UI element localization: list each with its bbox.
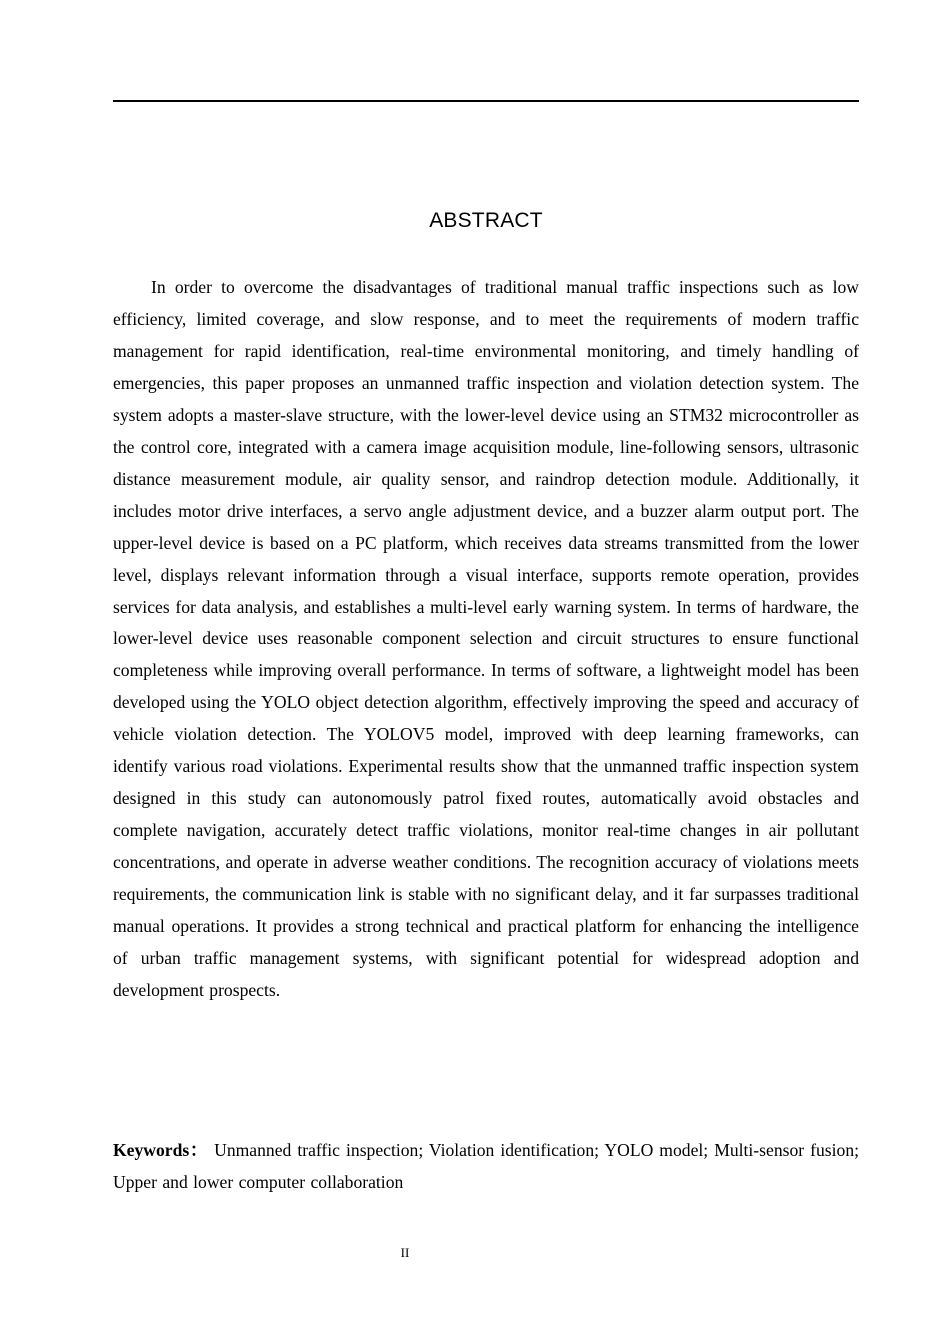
keywords-label: Keywords： xyxy=(113,1140,209,1160)
page-number: II xyxy=(400,1245,410,1260)
abstract-title: ABSTRACT xyxy=(429,209,543,232)
keywords-paragraph xyxy=(113,1134,859,1198)
header-rule xyxy=(113,100,859,102)
abstract-paragraph: In order to overcome the disadvantages of traditional manual traffic inspections such as low efficiency, limited coverage, and slow response, and to meet the requirements of modern traffic management for rapid identification, real-time environmental monitoring, and timely handling of emergencies, this paper proposes an unmanned traffic inspection and violation detection system. The system adopts a master-slave structure, with the lower-level device using an STM32 microcontroller as the control core, integrated with a camera image acquisition module, line-following sensors, ultrasonic distance measurement module, air quality sensor, and raindrop detection module. Additionally, it includes motor drive interfaces, a servo angle adjustment device, and a buzzer alarm output port. The upper-level device is based on a PC platform, which receives data streams transmitted from the lower level, displays relevant information through a visual interface, supports remote operation, provides services for data analysis, and establishes a multi-level early warning system. In terms of hardware, the lower-level device uses reasonable component selection and circuit structures to ensure functional completeness while improving overall performance. In terms of software, a lightweight model has been developed using the YOLO object detection algorithm, effectively improving the speed and accuracy of vehicle violation detection. The YOLOV5 model, improved with deep learning frameworks, can identify various road violations. Experimental results show that the unmanned traffic inspection system designed in this study can autonomously patrol fixed routes, automatically avoid obstacles and complete navigation, accurately detect traffic violations, monitor real-time changes in air pollutant concentrations, and operate in adverse weather conditions. The recognition accuracy of violations meets requirements, the communication link is stable with no significant delay, and it far surpasses traditional manual operations. It provides a strong technical and practical platform for enhancing the intelligence of urban traffic management systems, with significant potential for widespread adoption and development prospects. xyxy=(113,277,859,1000)
keywords-text: Unmanned traffic inspection; Violation identification; YOLO model; Multi-sensor fusion; Upper and lower computer collaboration xyxy=(113,1140,860,1192)
